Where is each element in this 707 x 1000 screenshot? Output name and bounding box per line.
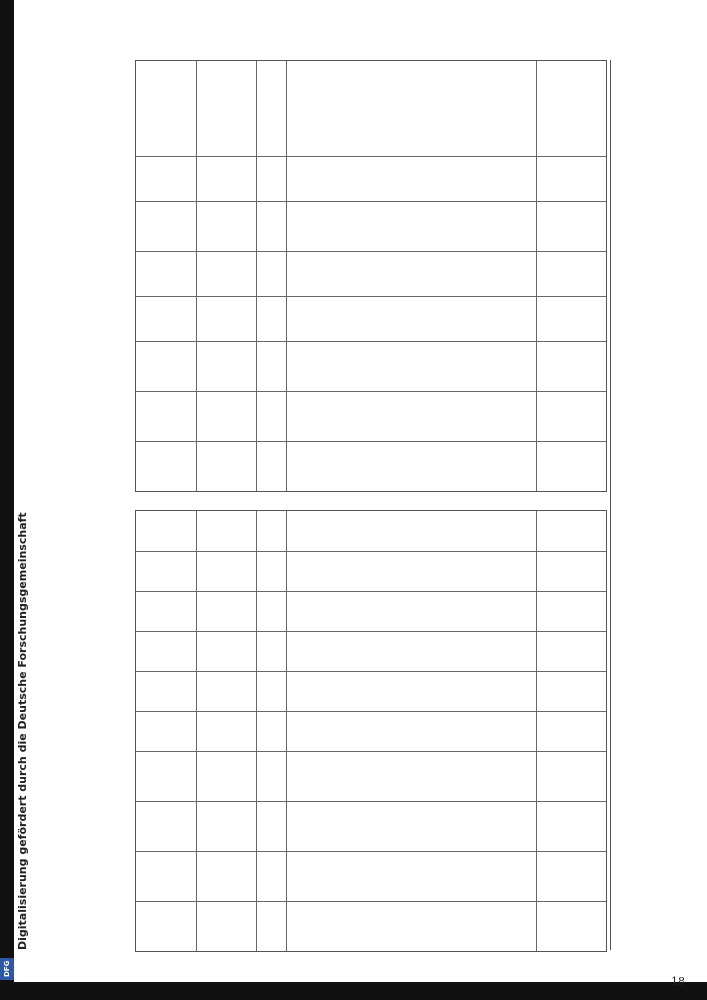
bottom-scanner-border [0, 982, 707, 1000]
dfg-logo: DFG [0, 958, 14, 980]
page-number: 18 [671, 975, 685, 988]
document-page [95, 40, 693, 988]
statistics-table-lower [135, 510, 607, 952]
digitization-credit: Digitalisierung gefördert durch die Deutsche Forschungsgemeinschaft [16, 512, 29, 950]
statistics-table-upper [135, 60, 607, 492]
right-column-headers [610, 60, 681, 950]
left-scanner-border [0, 0, 14, 1000]
